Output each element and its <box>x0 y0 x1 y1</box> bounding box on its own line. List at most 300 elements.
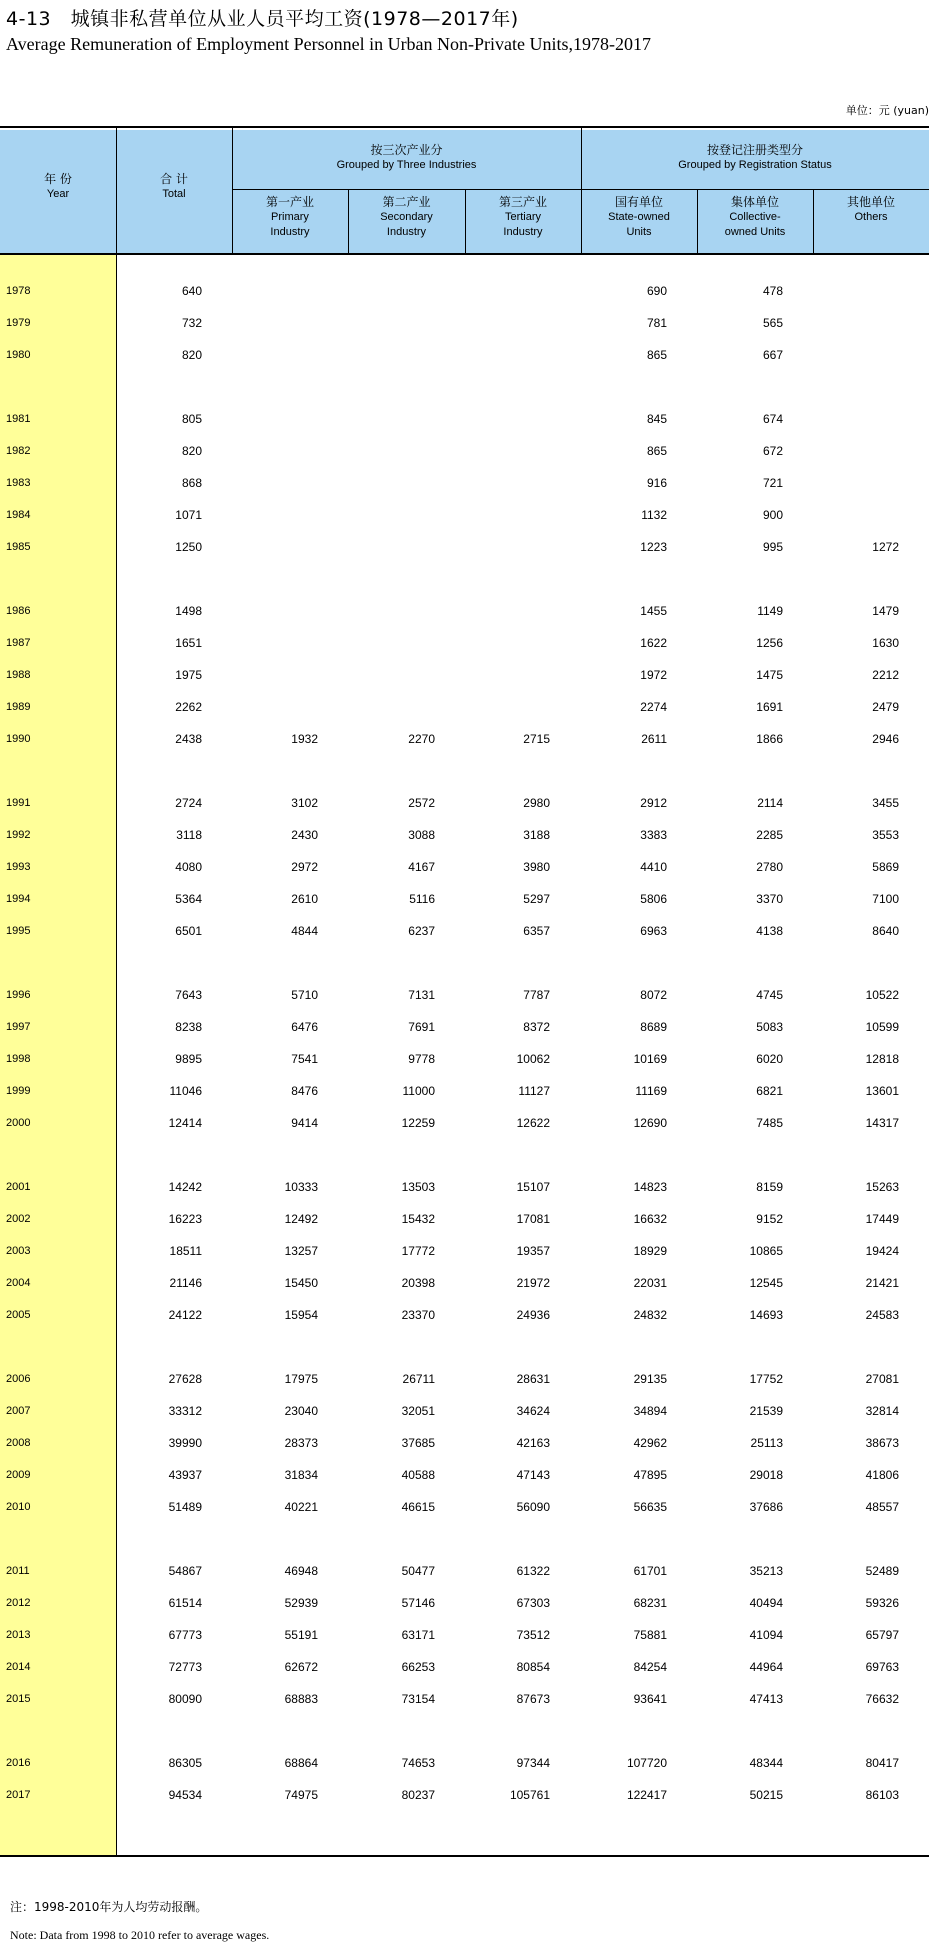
cell-secondary: 13503 <box>401 1180 435 1194</box>
cell-others: 69763 <box>865 1660 899 1674</box>
table-row <box>0 281 929 301</box>
cell-total: 94534 <box>168 1788 202 1802</box>
cell-state: 2274 <box>640 700 667 714</box>
cell-secondary: 74653 <box>401 1756 435 1770</box>
row-year: 1996 <box>6 989 31 1001</box>
cell-primary: 28373 <box>284 1436 318 1450</box>
cell-state: 10169 <box>633 1052 667 1066</box>
cell-secondary: 57146 <box>401 1596 435 1610</box>
cell-secondary: 23370 <box>401 1308 435 1322</box>
cell-state: 93641 <box>633 1692 667 1706</box>
cell-tertiary: 87673 <box>516 1692 550 1706</box>
cell-secondary: 5116 <box>409 892 435 906</box>
cell-secondary: 3088 <box>408 828 435 842</box>
row-year: 1990 <box>6 733 31 745</box>
table-row <box>0 793 929 813</box>
cell-collective: 41094 <box>749 1628 783 1642</box>
cell-collective: 6821 <box>756 1084 783 1098</box>
cell-collective: 721 <box>762 476 783 490</box>
cell-others: 86103 <box>865 1788 899 1802</box>
cell-total: 3118 <box>176 828 202 842</box>
cell-tertiary: 47143 <box>516 1468 550 1482</box>
row-year: 2008 <box>6 1437 31 1449</box>
cell-tertiary: 11127 <box>518 1084 550 1098</box>
cell-others: 24583 <box>865 1308 899 1322</box>
cell-primary: 3102 <box>291 796 318 810</box>
cell-total: 18511 <box>169 1244 202 1258</box>
cell-total: 11046 <box>169 1084 202 1098</box>
cell-tertiary: 28631 <box>516 1372 550 1386</box>
table-row <box>0 1369 929 1389</box>
cell-state: 84254 <box>633 1660 667 1674</box>
cell-state: 1455 <box>640 604 667 618</box>
cell-primary: 2610 <box>291 892 318 906</box>
cell-state: 5806 <box>640 892 667 906</box>
cell-state: 24832 <box>633 1308 667 1322</box>
cell-others: 13601 <box>865 1084 899 1098</box>
cell-total: 868 <box>181 476 202 490</box>
cell-state: 75881 <box>633 1628 667 1642</box>
row-year: 1992 <box>6 829 31 841</box>
cell-others: 48557 <box>865 1500 899 1514</box>
row-year: 1989 <box>6 701 31 713</box>
cell-state: 2611 <box>641 732 667 746</box>
cell-collective: 995 <box>762 540 783 554</box>
cell-state: 865 <box>646 444 667 458</box>
table-row <box>0 1753 929 1773</box>
cell-state: 11169 <box>635 1084 667 1098</box>
cell-secondary: 6237 <box>408 924 435 938</box>
cell-total: 61514 <box>168 1596 202 1610</box>
row-year: 1997 <box>6 1021 31 1033</box>
row-year: 1986 <box>6 605 31 617</box>
header-total: 合 计 Total <box>160 172 188 200</box>
cell-primary: 1932 <box>291 732 318 746</box>
row-year: 2011 <box>6 1565 30 1577</box>
cell-primary: 6476 <box>291 1020 318 1034</box>
cell-secondary: 80237 <box>401 1788 435 1802</box>
row-year: 2006 <box>6 1373 31 1385</box>
table-row <box>0 1497 929 1517</box>
cell-others: 10522 <box>865 988 899 1002</box>
cell-collective: 1475 <box>756 668 783 682</box>
cell-total: 12414 <box>168 1116 202 1130</box>
cell-collective: 37686 <box>749 1500 783 1514</box>
cell-collective: 1149 <box>757 604 783 618</box>
cell-others: 32814 <box>865 1404 899 1418</box>
cell-tertiary: 67303 <box>516 1596 550 1610</box>
header-tertiary: 第三产业 Tertiary Industry <box>498 195 547 238</box>
cell-collective: 900 <box>762 508 783 522</box>
header-secondary: 第二产业 Secondary Industry <box>380 195 433 238</box>
cell-tertiary: 21972 <box>516 1276 550 1290</box>
table-row <box>0 345 929 365</box>
cell-tertiary: 105761 <box>509 1788 550 1802</box>
cell-secondary: 2572 <box>408 796 435 810</box>
row-year: 2004 <box>6 1277 31 1289</box>
table-row <box>0 1017 929 1037</box>
cell-total: 86305 <box>168 1756 202 1770</box>
table-row <box>0 1113 929 1133</box>
cell-total: 1071 <box>175 508 202 522</box>
cell-collective: 21539 <box>749 1404 783 1418</box>
table-row <box>0 601 929 621</box>
cell-state: 122417 <box>626 1788 667 1802</box>
cell-tertiary: 56090 <box>516 1500 550 1514</box>
cell-others: 10599 <box>865 1020 899 1034</box>
row-year: 1985 <box>6 541 31 553</box>
row-year: 1982 <box>6 445 31 457</box>
table-row <box>0 697 929 717</box>
row-year: 2013 <box>6 1629 31 1641</box>
cell-collective: 35213 <box>749 1564 783 1578</box>
cell-others: 80417 <box>865 1756 899 1770</box>
cell-collective: 2114 <box>757 796 783 810</box>
cell-total: 2262 <box>175 700 202 714</box>
cell-total: 1651 <box>175 636 202 650</box>
row-year: 2012 <box>6 1597 31 1609</box>
row-year: 2009 <box>6 1469 31 1481</box>
cell-secondary: 12259 <box>401 1116 435 1130</box>
cell-others: 3455 <box>872 796 899 810</box>
row-year: 2016 <box>6 1757 31 1769</box>
cell-tertiary: 12622 <box>516 1116 550 1130</box>
cell-others: 15263 <box>865 1180 899 1194</box>
table-row <box>0 537 929 557</box>
cell-primary: 68864 <box>284 1756 318 1770</box>
cell-state: 22031 <box>633 1276 667 1290</box>
cell-secondary: 7131 <box>408 988 435 1002</box>
table-row <box>0 1625 929 1645</box>
cell-primary: 40221 <box>284 1500 318 1514</box>
cell-state: 781 <box>646 316 667 330</box>
cell-tertiary: 7787 <box>523 988 550 1002</box>
cell-primary: 23040 <box>284 1404 318 1418</box>
table-row <box>0 473 929 493</box>
row-year: 2000 <box>6 1117 31 1129</box>
table-row <box>0 1177 929 1197</box>
cell-total: 1250 <box>175 540 202 554</box>
table-row <box>0 1049 929 1069</box>
row-year: 2017 <box>6 1789 31 1801</box>
table-row <box>0 825 929 845</box>
cell-secondary: 66253 <box>401 1660 435 1674</box>
cell-primary: 5710 <box>291 988 318 1002</box>
cell-tertiary: 15107 <box>516 1180 550 1194</box>
cell-total: 27628 <box>168 1372 202 1386</box>
cell-state: 690 <box>646 284 667 298</box>
row-year: 1994 <box>6 893 31 905</box>
cell-state: 8689 <box>640 1020 667 1034</box>
cell-total: 8238 <box>175 1020 202 1034</box>
cell-primary: 74975 <box>284 1788 318 1802</box>
cell-secondary: 2270 <box>408 732 435 746</box>
cell-state: 29135 <box>633 1372 667 1386</box>
cell-tertiary: 5297 <box>523 892 550 906</box>
cell-total: 2438 <box>175 732 202 746</box>
cell-others: 76632 <box>865 1692 899 1706</box>
table-row <box>0 505 929 525</box>
cell-others: 2212 <box>872 668 899 682</box>
cell-total: 5364 <box>175 892 202 906</box>
cell-state: 1132 <box>641 508 667 522</box>
cell-state: 865 <box>646 348 667 362</box>
table-row <box>0 857 929 877</box>
cell-state: 47895 <box>633 1468 667 1482</box>
cell-primary: 4844 <box>291 924 318 938</box>
table-row <box>0 665 929 685</box>
row-year: 1991 <box>6 797 31 809</box>
cell-tertiary: 97344 <box>516 1756 550 1770</box>
cell-primary: 12492 <box>284 1212 318 1226</box>
cell-collective: 8159 <box>756 1180 783 1194</box>
cell-others: 17449 <box>865 1212 899 1226</box>
cell-tertiary: 24936 <box>516 1308 550 1322</box>
cell-collective: 40494 <box>749 1596 783 1610</box>
cell-collective: 29018 <box>749 1468 783 1482</box>
cell-primary: 68883 <box>284 1692 318 1706</box>
cell-collective: 44964 <box>749 1660 783 1674</box>
cell-total: 51489 <box>168 1500 202 1514</box>
row-year: 1979 <box>6 317 31 329</box>
table-row <box>0 1209 929 1229</box>
cell-primary: 15954 <box>284 1308 318 1322</box>
table-row <box>0 1081 929 1101</box>
cell-collective: 17752 <box>749 1372 783 1386</box>
table-row <box>0 889 929 909</box>
cell-total: 16223 <box>168 1212 202 1226</box>
table-row <box>0 1401 929 1421</box>
cell-state: 68231 <box>633 1596 667 1610</box>
cell-primary: 31834 <box>284 1468 318 1482</box>
row-year: 1995 <box>6 925 31 937</box>
cell-primary: 13257 <box>284 1244 318 1258</box>
table-row <box>0 441 929 461</box>
cell-secondary: 20398 <box>401 1276 435 1290</box>
row-year: 2005 <box>6 1309 31 1321</box>
cell-primary: 7541 <box>291 1052 318 1066</box>
cell-tertiary: 17081 <box>516 1212 550 1226</box>
cell-others: 52489 <box>865 1564 899 1578</box>
cell-secondary: 63171 <box>401 1628 435 1642</box>
table-row <box>0 313 929 333</box>
cell-primary: 15450 <box>284 1276 318 1290</box>
row-year: 1984 <box>6 509 31 521</box>
cell-collective: 1256 <box>756 636 783 650</box>
row-year: 1993 <box>6 861 31 873</box>
row-year: 2003 <box>6 1245 31 1257</box>
table-row <box>0 1433 929 1453</box>
cell-others: 8640 <box>872 924 899 938</box>
cell-secondary: 11000 <box>402 1084 435 1098</box>
cell-state: 61701 <box>633 1564 667 1578</box>
cell-state: 1622 <box>640 636 667 650</box>
cell-secondary: 7691 <box>408 1020 435 1034</box>
cell-collective: 7485 <box>756 1116 783 1130</box>
cell-others: 2946 <box>872 732 899 746</box>
header-group-divider <box>232 189 929 190</box>
cell-tertiary: 2980 <box>523 796 550 810</box>
cell-tertiary: 42163 <box>516 1436 550 1450</box>
row-year: 2010 <box>6 1501 31 1513</box>
cell-total: 54867 <box>168 1564 202 1578</box>
row-year: 1981 <box>6 413 31 425</box>
cell-tertiary: 61322 <box>516 1564 550 1578</box>
row-year: 1980 <box>6 349 31 361</box>
cell-collective: 4745 <box>756 988 783 1002</box>
cell-collective: 9152 <box>756 1212 783 1226</box>
cell-collective: 478 <box>762 284 783 298</box>
table-top-border <box>0 126 929 128</box>
cell-collective: 667 <box>762 348 783 362</box>
cell-tertiary: 8372 <box>523 1020 550 1034</box>
cell-total: 805 <box>181 412 202 426</box>
cell-collective: 5083 <box>756 1020 783 1034</box>
cell-total: 39990 <box>168 1436 202 1450</box>
cell-total: 33312 <box>168 1404 202 1418</box>
cell-total: 9895 <box>175 1052 202 1066</box>
cell-collective: 14693 <box>749 1308 783 1322</box>
row-year: 2014 <box>6 1661 31 1673</box>
cell-total: 43937 <box>168 1468 202 1482</box>
cell-tertiary: 80854 <box>516 1660 550 1674</box>
cell-collective: 674 <box>762 412 783 426</box>
cell-secondary: 50477 <box>401 1564 435 1578</box>
table-row <box>0 1785 929 1805</box>
table-row <box>0 1689 929 1709</box>
unit-label: 单位：元 (yuan) <box>845 104 929 117</box>
cell-tertiary: 73512 <box>516 1628 550 1642</box>
cell-others: 19424 <box>865 1244 899 1258</box>
cell-collective: 4138 <box>756 924 783 938</box>
cell-total: 1498 <box>175 604 202 618</box>
note-en: Note: Data from 1998 to 2010 refer to average wages. <box>10 1928 270 1942</box>
table-row <box>0 1593 929 1613</box>
cell-total: 1975 <box>175 668 202 682</box>
row-year: 1987 <box>6 637 31 649</box>
cell-others: 21421 <box>865 1276 899 1290</box>
cell-others: 14317 <box>865 1116 899 1130</box>
table-row <box>0 1561 929 1581</box>
table-row <box>0 1241 929 1261</box>
cell-state: 1972 <box>640 668 667 682</box>
cell-state: 845 <box>646 412 667 426</box>
cell-primary: 17975 <box>284 1372 318 1386</box>
cell-primary: 52939 <box>284 1596 318 1610</box>
cell-primary: 8476 <box>291 1084 318 1098</box>
table-bottom-border <box>0 1855 929 1857</box>
cell-collective: 6020 <box>756 1052 783 1066</box>
cell-primary: 46948 <box>284 1564 318 1578</box>
header-primary: 第一产业 Primary Industry <box>265 195 314 238</box>
row-year: 2007 <box>6 1405 31 1417</box>
cell-state: 42962 <box>633 1436 667 1450</box>
row-year: 2002 <box>6 1213 31 1225</box>
cell-state: 8072 <box>640 988 667 1002</box>
cell-total: 14242 <box>168 1180 202 1194</box>
cell-total: 820 <box>181 444 202 458</box>
cell-state: 3383 <box>640 828 667 842</box>
table-row <box>0 1465 929 1485</box>
row-year: 2015 <box>6 1693 31 1705</box>
cell-others: 7100 <box>872 892 899 906</box>
cell-total: 732 <box>181 316 202 330</box>
cell-collective: 2780 <box>756 860 783 874</box>
cell-others: 12818 <box>865 1052 899 1066</box>
cell-secondary: 37685 <box>401 1436 435 1450</box>
cell-total: 6501 <box>175 924 202 938</box>
cell-tertiary: 10062 <box>516 1052 550 1066</box>
cell-secondary: 17772 <box>401 1244 435 1258</box>
note-zh: 注：1998-2010年为人均劳动报酬。 <box>10 1900 208 1914</box>
cell-primary: 55191 <box>284 1628 318 1642</box>
cell-tertiary: 6357 <box>523 924 550 938</box>
table-row <box>0 633 929 653</box>
cell-secondary: 4167 <box>408 860 435 874</box>
header-others: 其他单位 Others <box>846 195 895 223</box>
page-subtitle: Average Remuneration of Employment Personnel in Urban Non-Private Units,1978-2017 <box>6 34 652 54</box>
cell-total: 21146 <box>169 1276 202 1290</box>
table-row <box>0 1657 929 1677</box>
cell-secondary: 26711 <box>402 1372 435 1386</box>
cell-collective: 1691 <box>756 700 783 714</box>
table-row <box>0 921 929 941</box>
cell-tertiary: 34624 <box>516 1404 550 1418</box>
header-year: 年 份 Year <box>44 172 72 200</box>
row-year: 1999 <box>6 1085 31 1097</box>
cell-secondary: 9778 <box>408 1052 435 1066</box>
cell-others: 41806 <box>865 1468 899 1482</box>
cell-primary: 62672 <box>284 1660 318 1674</box>
page-title: 4-13 城镇非私营单位从业人员平均工资(1978—2017年) <box>6 8 519 30</box>
table-row <box>0 409 929 429</box>
row-year: 1988 <box>6 669 31 681</box>
cell-secondary: 40588 <box>401 1468 435 1482</box>
cell-total: 2724 <box>175 796 202 810</box>
cell-collective: 565 <box>762 316 783 330</box>
cell-secondary: 15432 <box>401 1212 435 1226</box>
cell-total: 67773 <box>168 1628 202 1642</box>
row-year: 2001 <box>6 1181 31 1193</box>
cell-others: 1272 <box>872 540 899 554</box>
cell-total: 24122 <box>168 1308 202 1322</box>
table-row <box>0 1305 929 1325</box>
cell-others: 27081 <box>865 1372 899 1386</box>
cell-others: 59326 <box>865 1596 899 1610</box>
header-by-industry: 按三次产业分 Grouped by Three Industries <box>336 143 477 171</box>
row-year: 1983 <box>6 477 31 489</box>
cell-primary: 9414 <box>291 1116 318 1130</box>
cell-collective: 672 <box>762 444 783 458</box>
cell-state: 1223 <box>640 540 667 554</box>
cell-collective: 1866 <box>756 732 783 746</box>
row-year: 1998 <box>6 1053 31 1065</box>
cell-total: 80090 <box>168 1692 202 1706</box>
header-state-owned: 国有单位 State-owned Units <box>608 195 670 238</box>
cell-primary: 2972 <box>291 860 318 874</box>
cell-tertiary: 3188 <box>523 828 550 842</box>
cell-others: 65797 <box>865 1628 899 1642</box>
cell-others: 5869 <box>872 860 899 874</box>
cell-total: 640 <box>181 284 202 298</box>
cell-total: 7643 <box>175 988 202 1002</box>
cell-collective: 12545 <box>749 1276 783 1290</box>
cell-primary: 10333 <box>284 1180 318 1194</box>
cell-state: 2912 <box>640 796 667 810</box>
cell-state: 4410 <box>640 860 667 874</box>
cell-collective: 50215 <box>749 1788 783 1802</box>
table-row <box>0 1273 929 1293</box>
